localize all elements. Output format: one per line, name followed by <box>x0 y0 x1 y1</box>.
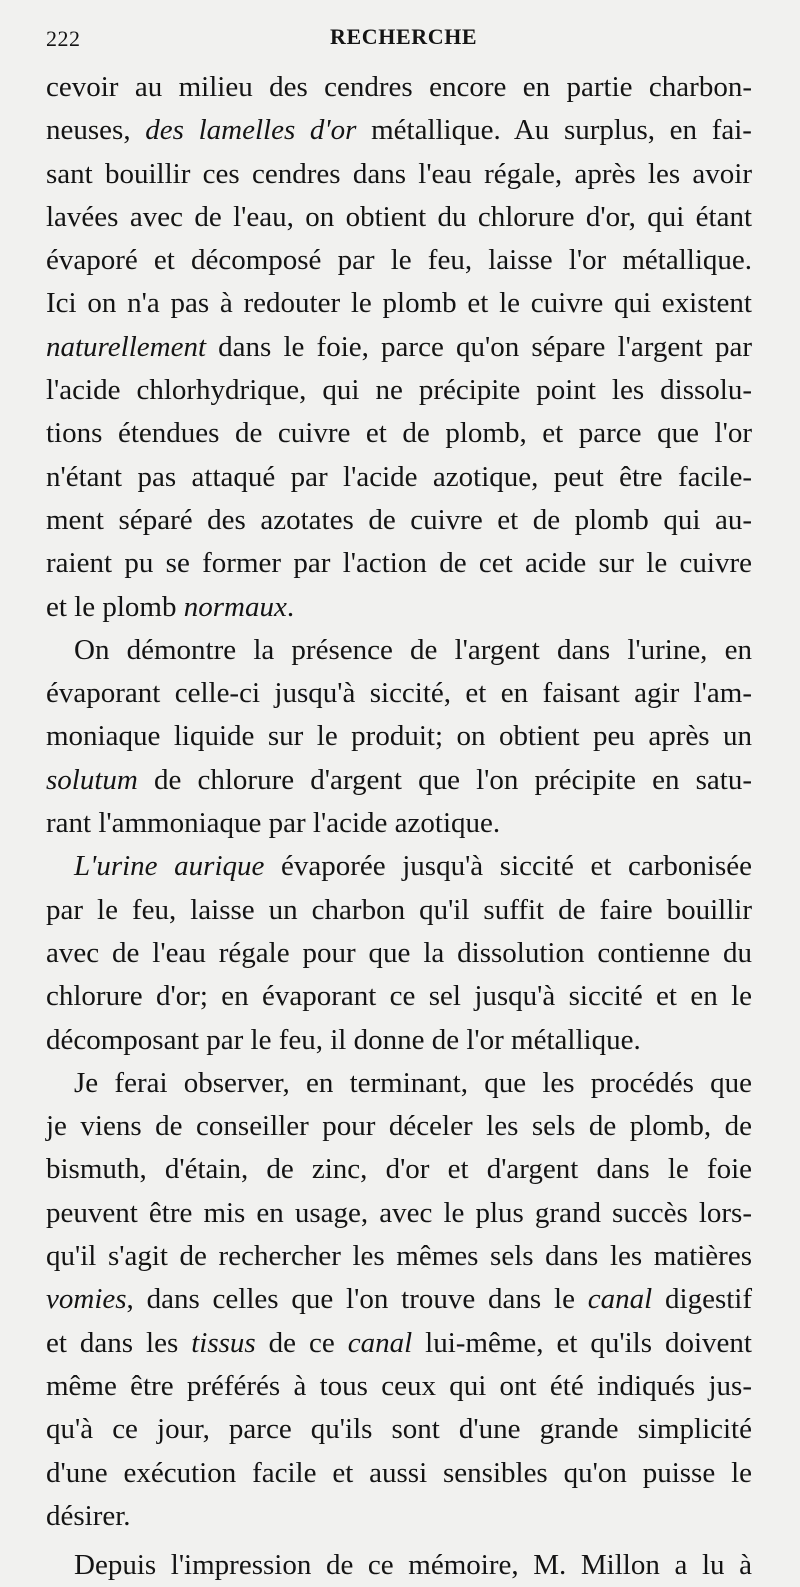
text-line: lavées avec de l'eau, on obtient du chlorure d'or, qui étant <box>46 200 752 233</box>
page-header <box>46 22 752 62</box>
text-line: et le plomb normaux. <box>46 590 295 623</box>
text-line: Je ferai observer, en terminant, que les procédés que <box>74 1066 752 1099</box>
text-line: peuvent être mis en usage, avec le plus grand succès lors- <box>46 1196 752 1229</box>
text-line: L'urine aurique évaporée jusqu'à siccité et carbonisée <box>74 850 752 883</box>
text-line: neuses, des lamelles d'or métallique. Au surplus, en fai- <box>46 114 752 147</box>
text-line: cevoir au milieu des cendres encore en partie charbon- <box>46 71 752 103</box>
text-line: qu'il s'agit de rechercher les mêmes sels dans les matières <box>46 1240 752 1273</box>
text-line: même être préférés à tous ceux qui ont été indiqués jus- <box>46 1369 752 1402</box>
page-number: 222 <box>46 26 81 51</box>
text-line: Depuis l'impression de ce mémoire, M. Millon a lu à <box>74 1549 752 1582</box>
text-line: moniaque liquide sur le produit; on obtient peu après un <box>46 720 752 753</box>
text-line: sant bouillir ces cendres dans l'eau régale, après les avoir <box>46 157 752 190</box>
text-line: n'étant pas attaqué par l'acide azotique, peut être facile- <box>46 460 752 493</box>
text-line: désirer. <box>46 1499 131 1532</box>
text-line: d'une exécution facile et aussi sensibles qu'on puisse le <box>46 1456 752 1489</box>
text-line: rant l'ammoniaque par l'acide azotique. <box>46 807 501 840</box>
text-line: chlorure d'or; en évaporant ce sel jusqu'à siccité et en le <box>46 980 752 1013</box>
text-line: solutum de chlorure d'argent que l'on précipite en satu- <box>46 763 752 796</box>
text-line: bismuth, d'étain, de zinc, d'or et d'argent dans le foie <box>46 1153 752 1186</box>
text-line: qu'à ce jour, parce qu'ils sont d'une grande simplicité <box>46 1413 752 1446</box>
body-text <box>46 66 752 1587</box>
text-line: ment séparé des azotates de cuivre et de plomb qui au- <box>46 503 752 536</box>
text-line: par le feu, laisse un charbon qu'il suffit de faire bouillir <box>46 893 752 926</box>
text-line: On démontre la présence de l'argent dans l'urine, en <box>74 633 752 666</box>
text-line: Ici on n'a pas à redouter le plomb et le cuivre qui existent <box>46 287 752 320</box>
text-line: l'acide chlorhydrique, qui ne précipite point les dissolu- <box>46 374 752 407</box>
text-line: évaporant celle-ci jusqu'à siccité, et en faisant agir l'am- <box>46 677 752 710</box>
text-line: vomies, dans celles que l'on trouve dans le canal digestif <box>46 1283 752 1316</box>
text-line: naturellement dans le foie, parce qu'on sépare l'argent par <box>46 330 752 363</box>
text-line: évaporé et décomposé par le feu, laisse l'or métallique. <box>46 244 752 277</box>
text-line: et dans les tissus de ce canal lui-même, et qu'ils doivent <box>46 1326 752 1359</box>
text-line: raient pu se former par l'action de cet acide sur le cuivre <box>46 547 752 580</box>
text-line: décomposant par le feu, il donne de l'or métallique. <box>46 1023 641 1056</box>
text-line: je viens de conseiller pour déceler les sels de plomb, de <box>46 1110 752 1143</box>
text-line: tions étendues de cuivre et de plomb, et parce que l'or <box>46 417 752 450</box>
text-line: avec de l'eau régale pour que la dissolution contienne du <box>46 936 752 969</box>
running-title: RECHERCHE <box>330 24 478 49</box>
